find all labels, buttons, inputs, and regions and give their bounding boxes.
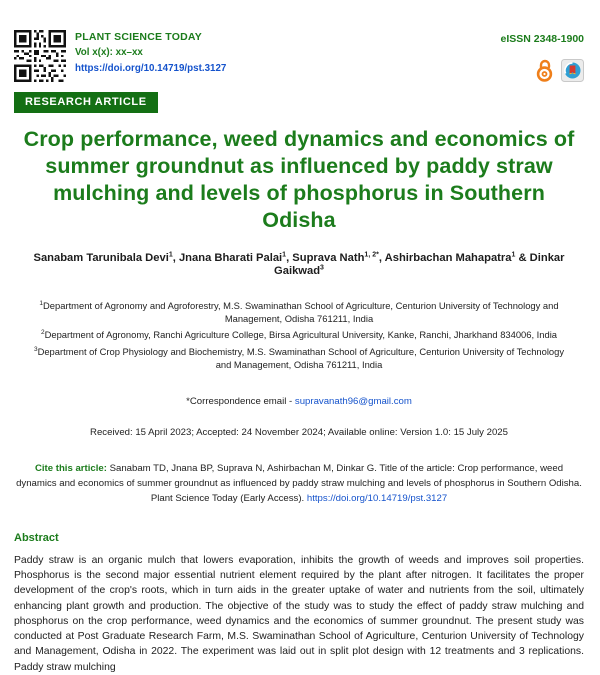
header-right xyxy=(501,30,584,82)
correspondence-line xyxy=(14,396,584,407)
header-icons xyxy=(501,58,584,82)
abstract-text: Paddy straw is an organic mulch that lowers evaporation, inhibits the growth of weeds and improves soil properties. Phosphorus is the second major essential nutrient element required by the plant after nitrogen. It facilitates the proper development of the crop's roots, which in turn aids in the greater uptake of water and nutrients from the soil, ultimately enhancing plant growth and production. The objective of the study was to study the effect of paddy straw mulching and phosphorus on the crop performance, weed dynamics and the economics of summer groundnut. The present study was conducted at Post Graduate Research Farm, M.S. Swaminathan School of Agriculture, Centurion University of Technology and Management, Odisha in 2022. The experiment was laid out in split plot design with 12 treatments and 3 replications. Paddy straw mulching xyxy=(14,554,584,673)
affiliation-1: $^1$Department of Agronomy and Agroforestry, M.S. Swaminathan School of Agriculture, Centurion University of Technology and Management, Odisha 761211, India xyxy=(39,299,559,325)
abstract-heading: Abstract xyxy=(14,531,59,544)
article-type-badge: RESEARCH ARTICLE xyxy=(14,92,158,113)
article-dates: Received: 15 April 2023; Accepted: 24 November 2024; Available online: Version 1.0: 15 July 2025 xyxy=(90,426,508,438)
affiliations xyxy=(14,299,584,371)
author: Dinkar Gaikwad$^3$ xyxy=(274,252,565,277)
author: Jnana Bharati Palai$^1$, xyxy=(178,251,293,265)
correspondence-label: *Correspondence email - xyxy=(186,395,295,407)
cite-this-article xyxy=(16,462,582,507)
affiliation-2: $^2$Department of Agronomy, Ranchi Agriculture College, Birsa Agricultural University, Kanke, Ranchi, Jharkhand 834006, India xyxy=(40,329,558,341)
affiliation-3: $^3$Department of Crop Physiology and Biochemistry, M.S. Swaminathan School of Agriculture, Centurion University of Technology and Management, Odisha 761211, India xyxy=(33,345,565,370)
volume-issue: Vol x(x): xx–xx xyxy=(75,47,143,58)
journal-header xyxy=(14,30,584,82)
eissn-label: eISSN 2348-1900 xyxy=(500,33,584,45)
article-title: Crop performance, weed dynamics and economics of summer groundnut as influenced by paddy straw mulching and levels of phosphorus in Southern Odisha xyxy=(23,127,575,233)
header-doi-link[interactable]: https://doi.org/10.14719/pst.3127 xyxy=(75,63,227,74)
cite-label: Cite this article: xyxy=(34,462,110,474)
journal-name: PLANT SCIENCE TODAY xyxy=(75,31,202,43)
authors-line xyxy=(14,251,584,276)
cite-doi-link[interactable]: https://doi.org/10.14719/pst.3127 xyxy=(306,492,448,504)
correspondence-email-link[interactable]: supravanath96@gmail.com xyxy=(294,395,412,407)
author: Ashirbachan Mahapatra$^1$ & xyxy=(384,251,530,265)
journal-info xyxy=(75,30,226,76)
cite-text: Sanabam TD, Jnana BP, Suprava N, Ashirbachan M, Dinkar G. Title of the article: Crop performance, weed dynamics and economics of summer groundnut as influenced by paddy straw mulching and levels of phosphorus in Southern Odisha. Plant Science Today (Early Access). xyxy=(16,462,582,504)
qr-code-icon xyxy=(14,30,66,82)
open-access-icon[interactable] xyxy=(536,58,553,82)
author: Sanabam Tarunibala Devi$^1$, xyxy=(33,251,179,265)
crossmark-icon[interactable] xyxy=(561,59,584,82)
author: Suprava Nath$^{1, 2*}$, xyxy=(292,251,385,265)
